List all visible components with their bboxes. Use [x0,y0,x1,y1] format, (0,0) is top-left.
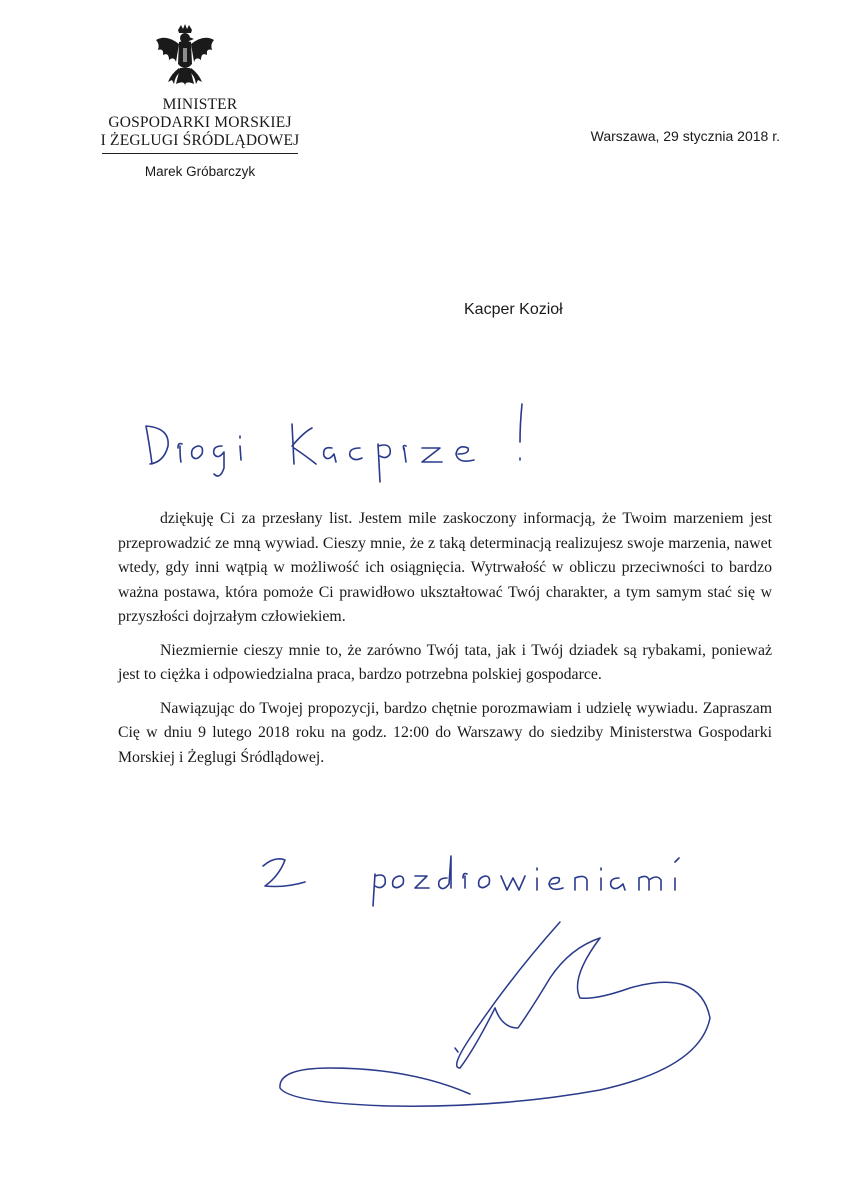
handwritten-salutation [140,398,540,488]
signature [270,918,720,1123]
minister-name: Marek Gróbarczyk [144,164,256,179]
ministry-title-line-1: MINISTER [162,96,238,113]
ministry-title-line-2: GOSPODARKI MORSKIEJ [108,114,292,131]
body-paragraph-3: Nawiązując do Twojej propozycji, bardzo chętnie porozmawiam i udzielę wywiadu. Zapraszam Cię w dniu 9 lutego 2018 roku na godz. 12:00 do Warszawy do siedziby Ministerstwa Gospodarki Morskiej i Żeglugi Śródlądowej. [118,699,772,766]
ministry-title-line-3: I ŻEGLUGI ŚRÓDLĄDOWEJ [100,132,300,149]
polish-eagle-icon [152,24,218,98]
ministry-title [100,96,300,154]
letter-body [118,507,772,779]
body-paragraph-2: Niezmiernie cieszy mnie to, że zarówno Twój tata, jak i Twój dziadek są rybakami, ponieważ jest to ciężka i odpowiedzialna praca, bardzo potrzebna polskiej gospodarce. [118,641,772,683]
handwritten-closing [255,836,725,916]
body-paragraph-1: dziękuję Ci za przesłany list. Jestem mile zaskoczony informacją, że Twoim marzeniem jest przeprowadzić ze mną wywiad. Cieszy mnie, że z taką determinacją realizujesz swoje marzenia, nawet wtedy, gdy inni wątpią w możliwość ich osiągnięcia. Wytrwałość w obliczu przeciwności to bardzo ważna postawa, która pomoże Ci prawidłowo ukształtować Twój charakter, a tym samym stać się w przyszłości dojrzałym człowiekiem. [118,510,772,625]
recipient-name: Kacper Kozioł [464,301,563,318]
letter-date: Warszawa, 29 stycznia 2018 r. [590,128,780,144]
title-underline [102,153,298,154]
